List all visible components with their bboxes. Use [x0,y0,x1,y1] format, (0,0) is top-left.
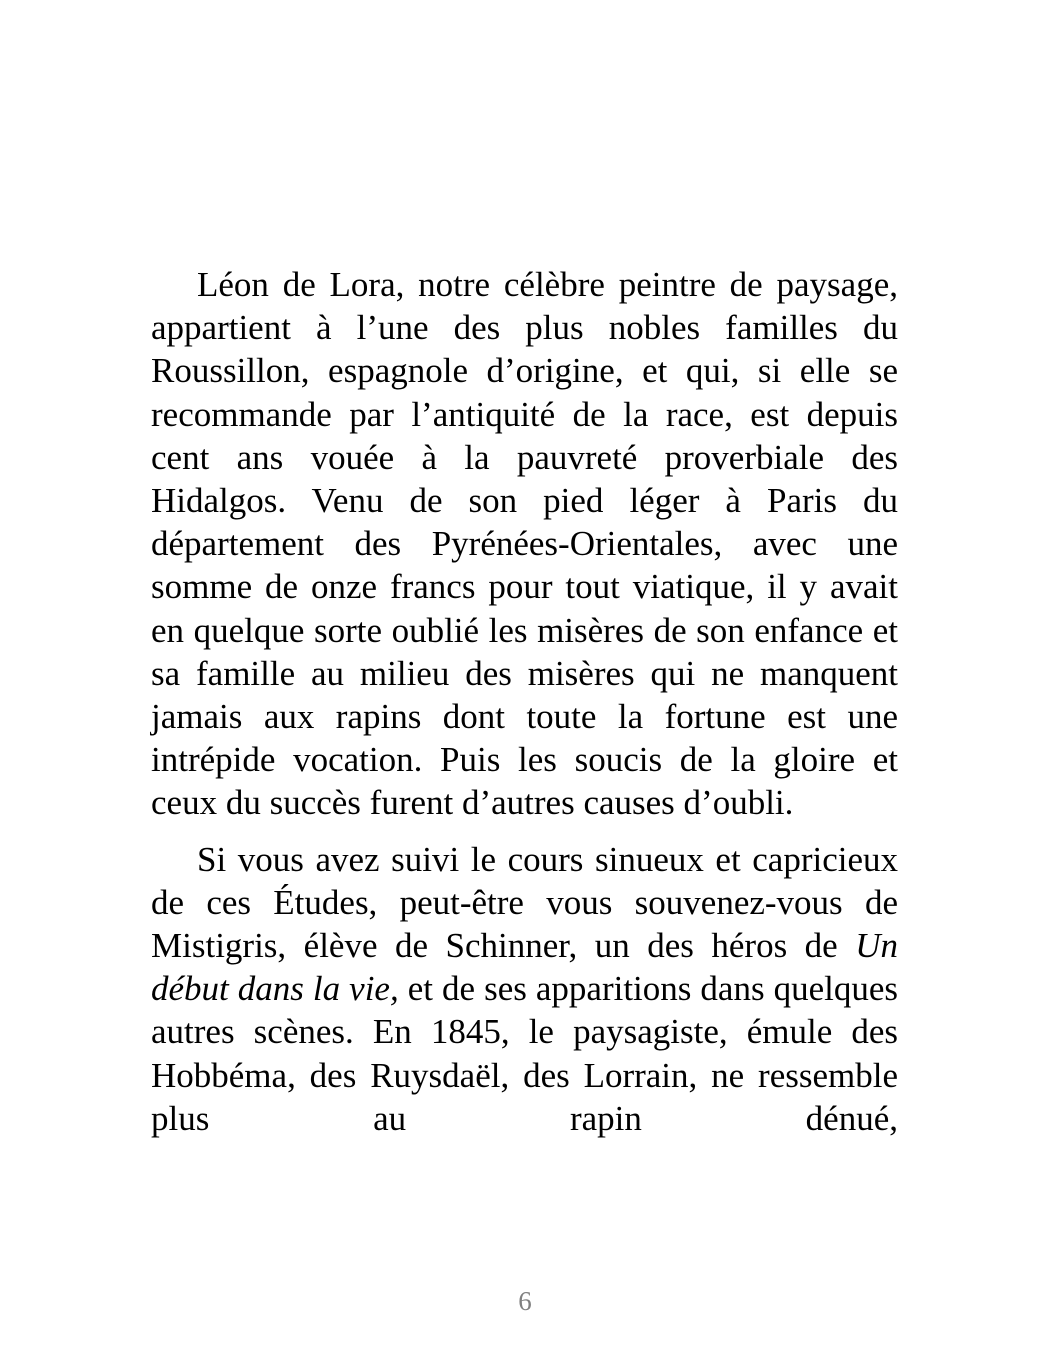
paragraph-2-text-start: Si vous avez suivi le cours sinueux et capricieux de ces Études, peut-être vous souvenez-vous de Mistigris, élève de Schinner, un des héros de [151,839,898,966]
paragraph-2-text-end: et de ses apparitions dans quelques autres scènes. En 1845, le paysagiste, émule des Hobbéma, des Ruysdaël, des Lorrain, ne ressemble plus au rapin dénué, [151,969,898,1138]
italic-book-title: Un début dans la vie, [151,926,898,1009]
paragraph-1: Léon de Lora, notre célèbre peintre de paysage, appartient à l’une des plus nobles familles du Roussillon, espagnole d’origine, et qui, si elle se recommande par l’antiquité de la race, est depuis cent ans vouée à la pauvreté proverbiale des Hidalgos. Venu de son pied léger à Paris du département des Pyrénées-Orientales, avec une somme de onze francs pour tout viatique, il y avait en quelque sorte oublié les misères de son enfance et sa famille au milieu des misères qui ne manquent jamais aux rapins dont toute la fortune est une intrépide vocation. Puis les soucis de la gloire et ceux du succès furent d’autres causes d’oubli. [151,265,898,823]
body-text [151,263,898,1153]
paragraph-2 [151,838,898,1140]
page-number: 6 [518,1286,532,1316]
